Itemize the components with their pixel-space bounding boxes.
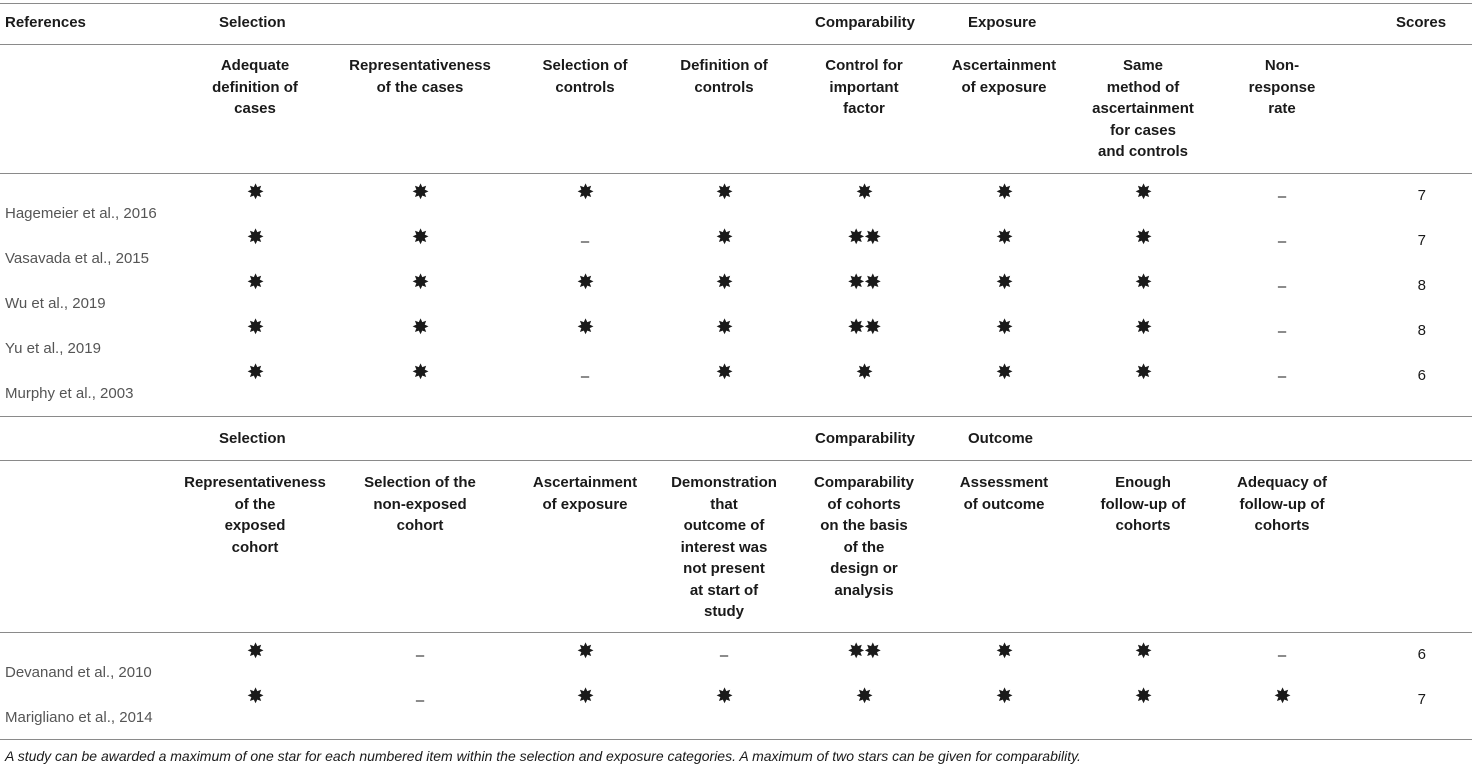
- no-star-dash: –: [1277, 368, 1287, 385]
- star-icon: ✸: [246, 640, 264, 663]
- case-control-score: 7: [1417, 187, 1426, 204]
- star-icon: ✸: [1134, 685, 1152, 708]
- cohort-score: 7: [1417, 691, 1426, 708]
- star-icon: ✸: [576, 685, 594, 708]
- two-star-icon: ✸✸: [847, 640, 881, 663]
- footnote: A study can be awarded a maximum of one star for each numbered item within the selection and exposure categories. A maximum of two stars can be given for comparability.: [5, 748, 1081, 764]
- star-icon: ✸: [1134, 271, 1152, 294]
- star-icon: ✸: [995, 181, 1013, 204]
- star-icon: ✸: [715, 226, 733, 249]
- star-icon: ✸: [855, 361, 873, 384]
- star-icon: ✸: [246, 316, 264, 339]
- no-star-dash: –: [1277, 323, 1287, 340]
- cohort-subheader-1: Representativeness of the exposed cohort: [184, 474, 326, 556]
- no-star-dash: –: [415, 692, 425, 709]
- case-control-score: 6: [1417, 367, 1426, 384]
- star-icon: ✸: [411, 316, 429, 339]
- case-control-reference: Hagemeier et al., 2016: [5, 205, 157, 222]
- rule-section: [0, 416, 1472, 417]
- star-icon: ✸: [246, 181, 264, 204]
- case-control-reference: Vasavada et al., 2015: [5, 250, 149, 267]
- star-icon: ✸: [855, 181, 873, 204]
- star-icon: ✸: [1134, 226, 1152, 249]
- star-icon: ✸: [576, 640, 594, 663]
- star-icon: ✸: [246, 361, 264, 384]
- two-star-icon: ✸✸: [847, 271, 881, 294]
- cohort-reference: Devanand et al., 2010: [5, 664, 152, 681]
- cohort-header-outcome: Outcome: [968, 430, 1034, 447]
- no-star-dash: –: [415, 647, 425, 664]
- star-icon: ✸: [1134, 316, 1152, 339]
- star-icon: ✸: [246, 271, 264, 294]
- cohort-subheader-8: Adequacy of follow-up of cohorts: [1236, 474, 1327, 534]
- cohort-subheader-3: Ascertainment of exposure: [532, 474, 638, 513]
- header-selection: Selection: [219, 14, 286, 31]
- star-icon: ✸: [995, 685, 1013, 708]
- star-icon: ✸: [995, 640, 1013, 663]
- rule-top: [0, 3, 1472, 4]
- rule-bottom: [0, 739, 1472, 740]
- case-control-subheader-2: Representativeness of the cases: [349, 57, 491, 96]
- no-star-dash: –: [1277, 278, 1287, 295]
- star-icon: ✸: [411, 271, 429, 294]
- no-star-dash: –: [1277, 188, 1287, 205]
- cohort-header-comparability: Comparability: [815, 430, 916, 447]
- star-icon: ✸: [715, 685, 733, 708]
- cohort-subheader-2: Selection of the non-exposed cohort: [364, 474, 476, 534]
- cohort-header-selection: Selection: [219, 430, 286, 447]
- rule-subheader: [0, 173, 1472, 174]
- star-icon: ✸: [411, 226, 429, 249]
- star-icon: ✸: [246, 226, 264, 249]
- two-star-icon: ✸✸: [847, 226, 881, 249]
- case-control-score: 7: [1417, 232, 1426, 249]
- cohort-subheader-6: Assessment of outcome: [959, 474, 1049, 513]
- star-icon: ✸: [576, 316, 594, 339]
- no-star-dash: –: [719, 647, 729, 664]
- header-references: References: [5, 14, 86, 31]
- case-control-subheader-6: Ascertainment of exposure: [951, 57, 1057, 96]
- star-icon: ✸: [1273, 685, 1291, 708]
- cohort-reference: Marigliano et al., 2014: [5, 709, 153, 726]
- star-icon: ✸: [246, 685, 264, 708]
- rule-cohort-header: [0, 460, 1472, 461]
- star-icon: ✸: [411, 361, 429, 384]
- star-icon: ✸: [855, 685, 873, 708]
- star-icon: ✸: [1134, 181, 1152, 204]
- cohort-score: 6: [1417, 646, 1426, 663]
- case-control-subheader-7: Same method of ascertainment for cases and controls: [1092, 57, 1194, 160]
- header-comparability: Comparability: [815, 14, 916, 31]
- star-icon: ✸: [1134, 640, 1152, 663]
- star-icon: ✸: [576, 181, 594, 204]
- star-icon: ✸: [995, 361, 1013, 384]
- case-control-subheader-5: Control for important factor: [825, 57, 903, 117]
- header-exposure: Exposure: [968, 14, 1037, 31]
- case-control-reference: Wu et al., 2019: [5, 295, 106, 312]
- cohort-subheader-4: Demonstration that outcome of interest was not present at start of study: [671, 474, 777, 620]
- case-control-reference: Yu et al., 2019: [5, 340, 101, 357]
- cohort-subheader-5: Comparability of cohorts on the basis of the design or analysis: [813, 474, 915, 599]
- no-star-dash: –: [1277, 647, 1287, 664]
- case-control-score: 8: [1417, 322, 1426, 339]
- no-star-dash: –: [1277, 233, 1287, 250]
- rule-cohort-subheader: [0, 632, 1472, 633]
- two-star-icon: ✸✸: [847, 316, 881, 339]
- case-control-subheader-1: Adequate definition of cases: [212, 57, 298, 117]
- no-star-dash: –: [580, 233, 590, 250]
- cohort-subheader-7: Enough follow-up of cohorts: [1100, 474, 1186, 534]
- star-icon: ✸: [995, 271, 1013, 294]
- case-control-reference: Murphy et al., 2003: [5, 385, 134, 402]
- header-scores: Scores: [1396, 14, 1447, 31]
- star-icon: ✸: [715, 361, 733, 384]
- star-icon: ✸: [576, 271, 594, 294]
- star-icon: ✸: [715, 316, 733, 339]
- case-control-score: 8: [1417, 277, 1426, 294]
- star-icon: ✸: [1134, 361, 1152, 384]
- star-icon: ✸: [715, 181, 733, 204]
- no-star-dash: –: [580, 368, 590, 385]
- case-control-subheader-4: Definition of controls: [680, 57, 768, 96]
- star-icon: ✸: [411, 181, 429, 204]
- star-icon: ✸: [995, 316, 1013, 339]
- case-control-subheader-3: Selection of controls: [542, 57, 628, 96]
- star-icon: ✸: [715, 271, 733, 294]
- rule-header: [0, 44, 1472, 45]
- star-icon: ✸: [995, 226, 1013, 249]
- case-control-subheader-8: Non- response rate: [1248, 57, 1316, 117]
